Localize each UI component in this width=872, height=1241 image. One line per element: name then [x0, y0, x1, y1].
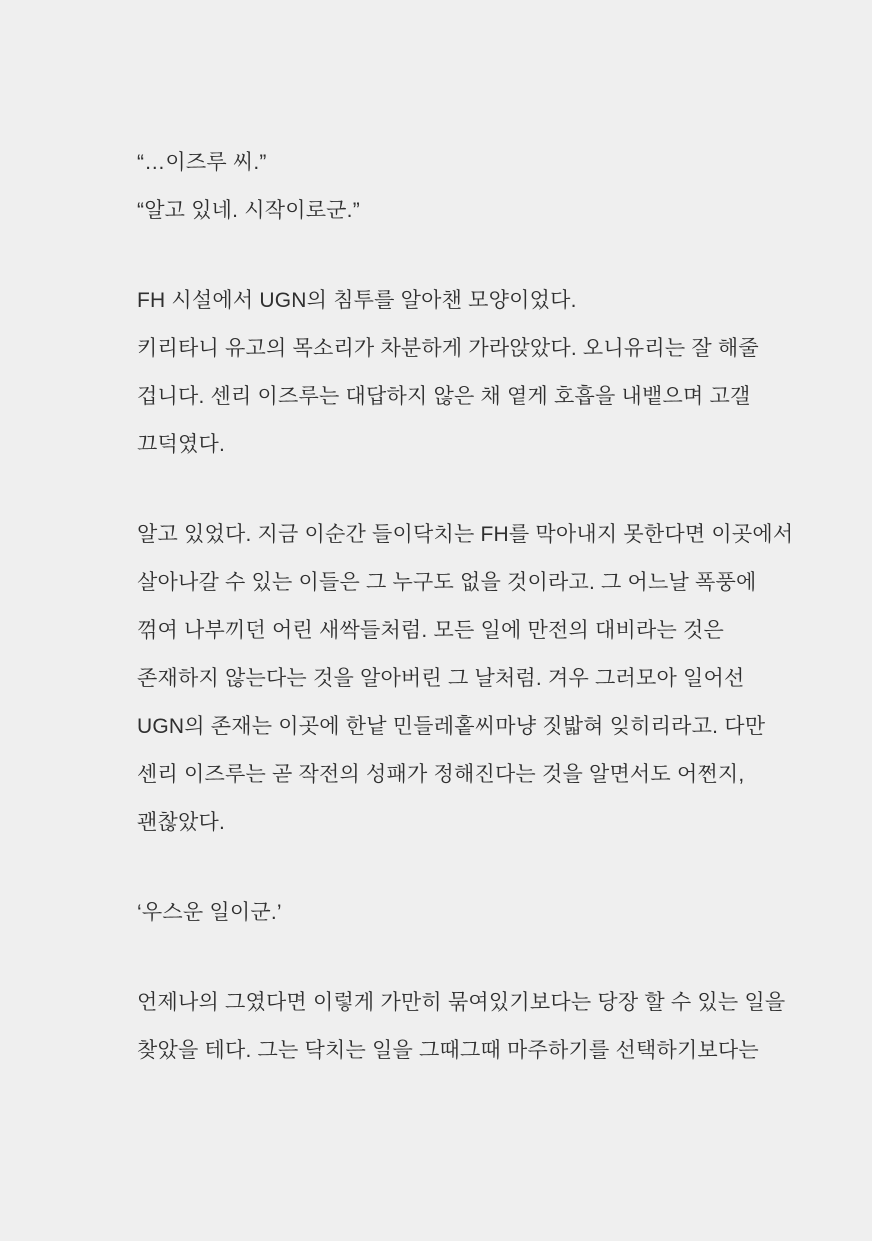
novel-line: 센리 이즈루는 곧 작전의 성패가 정해진다는 것을 알면서도 어쩐지,: [137, 763, 745, 786]
novel-line: 살아나갈 수 있는 이들은 그 누구도 없을 것이라고. 그 어느날 폭풍에: [137, 571, 757, 594]
novel-line: 겁니다. 센리 이즈루는 대답하지 않은 채 옅게 호흡을 내뱉으며 고갤: [137, 385, 751, 408]
novel-line: “…이즈루 씨.”: [137, 151, 267, 174]
novel-line: 찾았을 테다. 그는 닥치는 일을 그때그때 마주하기를 선택하기보다는: [137, 1039, 759, 1062]
novel-line: “알고 있네. 시작이로군.”: [137, 199, 360, 222]
novel-line: 언제나의 그였다면 이렇게 가만히 묶여있기보다는 당장 할 수 있는 일을: [137, 991, 786, 1014]
novel-line: 알고 있었다. 지금 이순간 들이닥치는 FH를 막아내지 못한다면 이곳에서: [137, 523, 794, 546]
novel-line: 꺾여 나부끼던 어린 새싹들처럼. 모든 일에 만전의 대비라는 것은: [137, 619, 724, 642]
novel-line: UGN의 존재는 이곳에 한낱 민들레홑씨마냥 짓밟혀 잊히리라고. 다만: [137, 715, 766, 738]
novel-line: 키리타니 유고의 목소리가 차분하게 가라앉았다. 오니유리는 잘 해줄: [137, 337, 759, 360]
novel-line: 끄덕였다.: [137, 433, 225, 456]
novel-line: 존재하지 않는다는 것을 알아버린 그 날처럼. 겨우 그러모아 일어선: [137, 667, 745, 690]
novel-blank-line: [137, 847, 832, 889]
novel-text-block: [137, 139, 832, 1075]
novel-blank-line: [137, 937, 832, 979]
novel-blank-line: [137, 235, 832, 277]
novel-line: FH 시설에서 UGN의 침투를 알아챈 모양이었다.: [137, 289, 577, 312]
novel-blank-line: [137, 469, 832, 511]
novel-line: 괜찮았다.: [137, 811, 225, 834]
novel-line: ‘우스운 일이군.’: [137, 901, 282, 924]
